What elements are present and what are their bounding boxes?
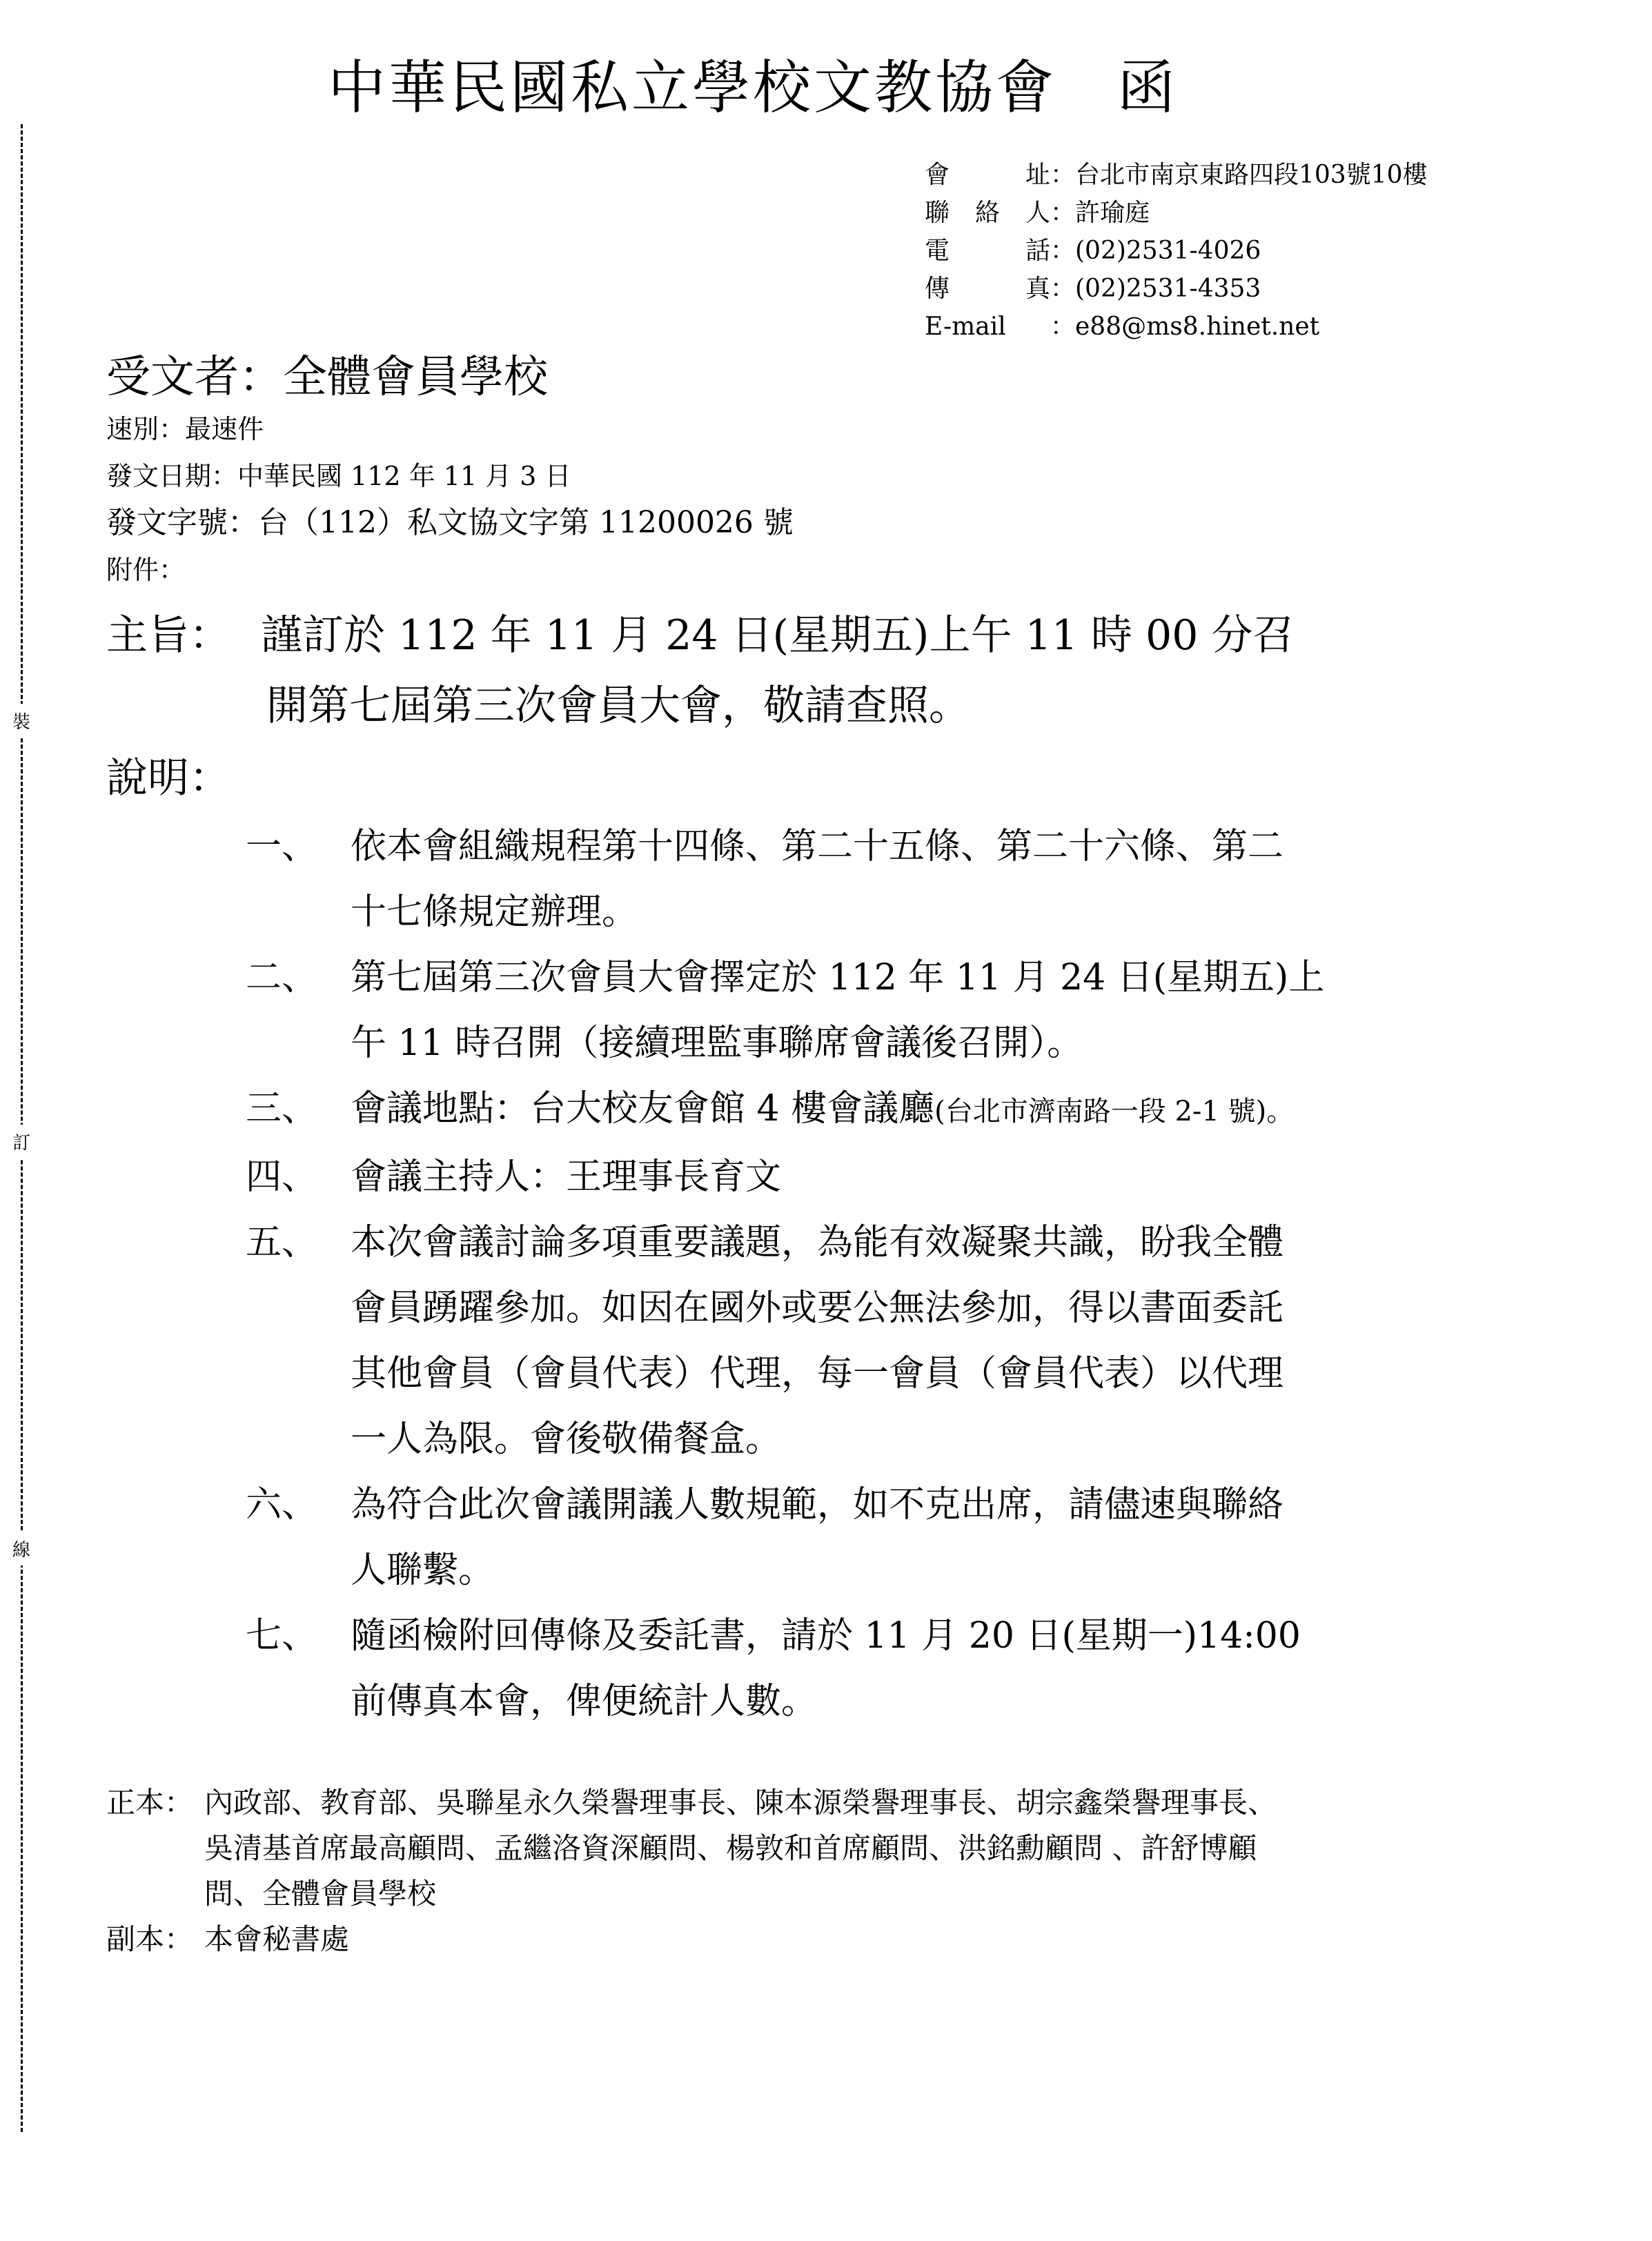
venue-text: 會議地點：台大校友會館 4 樓會議廳: [351, 1088, 935, 1129]
contact-value: ：(02)2531-4353: [1050, 275, 1261, 303]
item-line: 人聯繫。: [351, 1550, 495, 1591]
meta-number: 發文字號：台（112）私文協文字第 11200026 號: [106, 505, 794, 540]
document-meta: [106, 406, 794, 593]
distribution-copy: [106, 1917, 1277, 1962]
contact-fax: [925, 270, 1428, 308]
explanation-item: [246, 1145, 1324, 1210]
item-text: [246, 1210, 1324, 1472]
item-text: [246, 945, 1324, 1076]
contact-person: [925, 194, 1428, 232]
distribution-line: 內政部、教育部、吳聯星永久榮譽理事長、陳本源榮譽理事長、胡宗鑫榮譽理事長、: [204, 1786, 1277, 1819]
explanation-items: [246, 814, 1324, 1735]
distribution-list: [106, 1780, 1277, 1962]
distribution-original-text: [106, 1780, 1277, 1917]
subject-label: 主旨：: [106, 611, 230, 660]
contact-label: 會 址: [925, 161, 1050, 189]
contact-value: ：許瑜庭: [1050, 199, 1150, 227]
distribution-original-label: 正本：: [106, 1786, 194, 1819]
subject-line-1: [106, 600, 1294, 671]
contact-address: [925, 156, 1428, 194]
distribution-line: 問、全體會員學校: [204, 1877, 437, 1911]
item-text: [246, 814, 1324, 945]
item-line: 會員踴躍參加。如因在國外或要公無法參加，得以書面委託: [351, 1287, 1284, 1329]
binding-label-zhuang: 裝: [12, 704, 30, 738]
item-text: [246, 1603, 1324, 1735]
item-line: 第七屆第三次會員大會擇定於 112 年 11 月 24 日(星期五)上: [351, 957, 1325, 998]
binding-label-xian: 線: [12, 1532, 30, 1566]
item-text: [246, 1472, 1324, 1603]
venue-address: (台北市濟南路一段 2-1 號)。: [934, 1096, 1295, 1127]
subject-line-2: 開第七屆第三次會員大會，敬請查照。: [266, 682, 970, 730]
distribution-original: [106, 1780, 1277, 1917]
explanation-label: 說明：: [106, 754, 230, 802]
explanation-item: [246, 1210, 1324, 1472]
item-line: 本次會議討論多項重要議題，為能有效凝聚共識，盼我全體: [351, 1222, 1284, 1263]
binding-label-ding: 訂: [12, 1125, 30, 1158]
meta-speed: 速別：最速件: [106, 414, 264, 444]
distribution-line: 本會秘書處: [204, 1922, 350, 1956]
item-line: 隨函檢附回傳條及委託書，請於 11 月 20 日(星期一)14:00: [351, 1615, 1301, 1657]
item-line: 其他會員（會員代表）代理，每一會員（會員代表）以代理: [351, 1353, 1284, 1394]
item-number: 一、: [246, 826, 318, 867]
contact-label: E-mail: [925, 313, 1006, 341]
distribution-line: 吳清基首席最高顧問、孟繼洛資深顧問、楊敦和首席顧問、洪銘勳顧問 、許舒博顧: [204, 1831, 1257, 1865]
item-number: 六、: [246, 1484, 318, 1526]
distribution-copy-label: 副本：: [106, 1922, 194, 1956]
item-line: [351, 1076, 1324, 1145]
item-line: 一人為限。會後敬備餐盒。: [351, 1419, 782, 1460]
subject: [106, 600, 1294, 741]
item-number: 五、: [246, 1222, 318, 1263]
explanation-item: [246, 1603, 1324, 1735]
item-line: 會議主持人：王理事長育文: [351, 1156, 782, 1198]
document-title: 中華民國私立學校文教協會 函: [328, 54, 1179, 121]
item-text: [246, 1076, 1324, 1145]
item-number: 四、: [246, 1156, 318, 1198]
item-line: 依本會組織規程第十四條、第二十五條、第二十六條、第二: [351, 826, 1284, 867]
recipient: 受文者：全體會員學校: [106, 352, 548, 403]
item-line: 為符合此次會議開議人數規範，如不克出席，請儘速與聯絡: [351, 1484, 1284, 1526]
contact-label: 傳 真: [925, 275, 1050, 303]
item-line: 前傳真本會，俾便統計人數。: [351, 1681, 818, 1722]
explanation-item: [246, 814, 1324, 945]
item-number: 七、: [246, 1615, 318, 1657]
item-text: [246, 1145, 1324, 1210]
meta-date: 發文日期：中華民國 112 年 11 月 3 日: [106, 461, 571, 491]
contact-phone: [925, 232, 1428, 270]
distribution-copy-text: [106, 1917, 1277, 1962]
contact-block: [925, 156, 1428, 346]
explanation-item: [246, 1472, 1324, 1603]
contact-label: 電 話: [925, 237, 1050, 265]
contact-email: [925, 308, 1428, 346]
explanation-item: [246, 945, 1324, 1076]
explanation-item: [246, 1076, 1324, 1145]
item-number: 二、: [246, 957, 318, 998]
contact-value: ：(02)2531-4026: [1050, 237, 1261, 265]
contact-value: ：台北市南京東路四段103號10樓: [1050, 161, 1428, 189]
item-line: 十七條規定辦理。: [351, 891, 638, 933]
subject-text: 謹訂於 112 年 11 月 24 日(星期五)上午 11 時 00 分召: [261, 611, 1295, 660]
meta-attachment: 附件：: [106, 555, 186, 585]
contact-value: ：e88@ms8.hinet.net: [1050, 313, 1320, 341]
contact-label: 聯絡人: [925, 199, 1050, 227]
item-line: 午 11 時召開（接續理監事聯席會議後召開）。: [351, 1023, 1083, 1064]
item-number: 三、: [246, 1088, 318, 1129]
